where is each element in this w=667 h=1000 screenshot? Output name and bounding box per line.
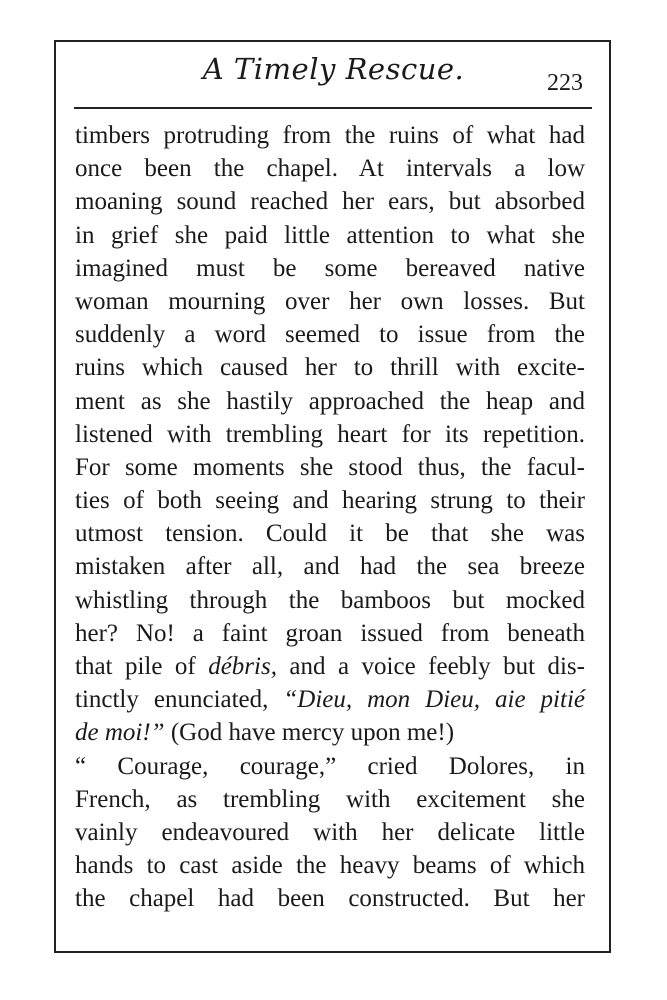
text-line: vainly endeavoured with her delicate little <box>75 818 585 846</box>
text-line: For some moments she stood thus, the facul- <box>75 453 585 481</box>
page-number: 223 <box>547 70 583 96</box>
text-run: that pile of <box>75 653 209 680</box>
text-run: and a voice feebly but dis- <box>276 653 585 680</box>
running-title: A Timely Rescue. <box>202 52 465 86</box>
italic-run: de moi!” <box>75 719 165 747</box>
text-line: utmost tension. Could it be that she was <box>75 520 585 548</box>
text-line: imagined must be some bereaved native <box>75 254 585 282</box>
text-line <box>75 683 585 716</box>
text-line: mistaken after all, and had the sea breeze <box>75 553 585 581</box>
text-line: ruins which caused her to thrill with excite- <box>75 354 585 382</box>
text-line: once been the chapel. At intervals a low <box>75 155 585 183</box>
italic-run: “Dieu, mon Dieu, aie pitié <box>283 686 585 714</box>
text-run: (God have mercy upon me!) <box>164 719 455 747</box>
body-text <box>75 119 585 916</box>
header-rule <box>74 107 592 109</box>
text-line: “ Courage, courage,” cried Dolores, in <box>75 752 585 780</box>
text-line: timbers protruding from the ruins of what had <box>75 122 585 149</box>
text-line: moaning sound reached her ears, but absorbed <box>75 188 585 216</box>
text-line: woman mourning over her own losses. But <box>75 287 585 315</box>
running-head <box>0 52 667 96</box>
text-line <box>75 716 585 749</box>
text-line: hands to cast aside the heavy beams of which <box>75 852 585 880</box>
text-line: ment as she hastily approached the heap and <box>75 387 585 415</box>
text-line: in grief she paid little attention to what she <box>75 221 585 249</box>
text-run: tinctly enunciated, <box>75 686 284 714</box>
text-line: ties of both seeing and hearing strung to their <box>75 487 585 515</box>
text-line: her? No! a faint groan issued from beneath <box>75 619 585 647</box>
text-line: French, as trembling with excitement she <box>75 785 585 813</box>
text-line: suddenly a word seemed to issue from the <box>75 321 585 349</box>
text-line: whistling through the bamboos but mocked <box>75 586 585 614</box>
text-line: listened with trembling heart for its repetition. <box>75 420 585 448</box>
text-line <box>75 650 585 683</box>
text-line: the chapel had been constructed. But her <box>75 885 585 913</box>
italic-run: débris, <box>208 653 277 680</box>
